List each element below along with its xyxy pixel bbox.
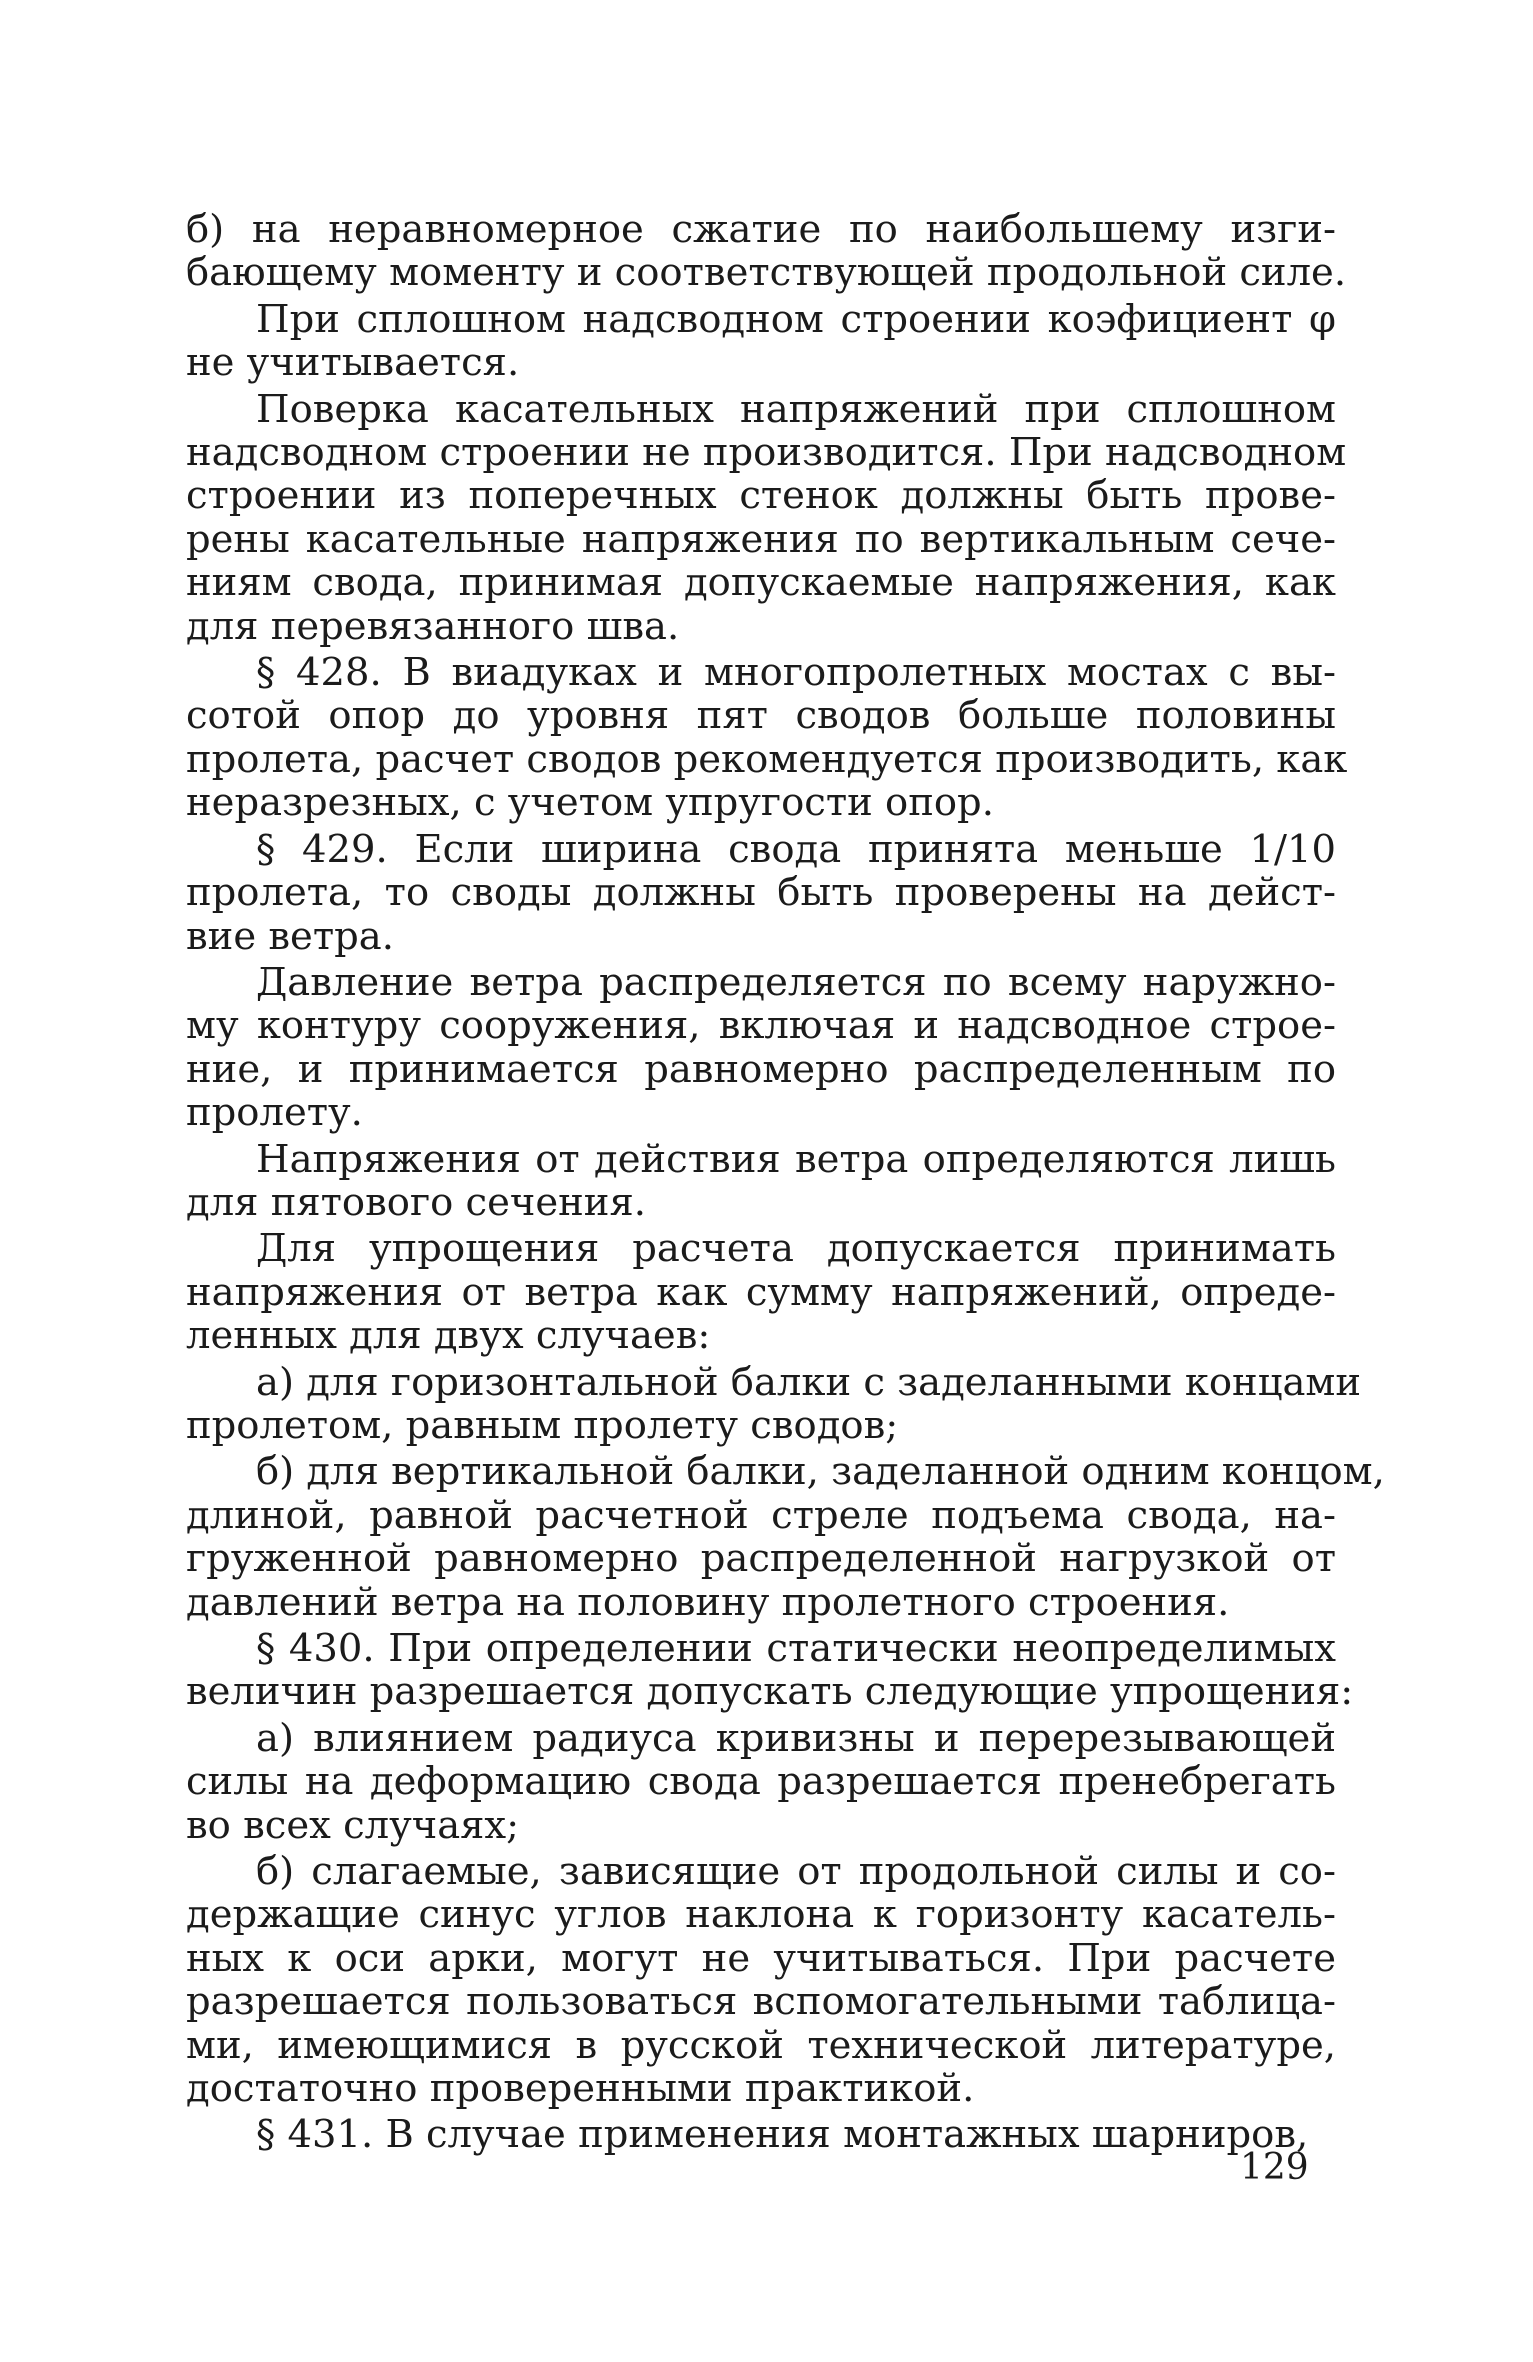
text-line: ных к оси арки, могут не учитываться. При расчете bbox=[186, 1935, 1336, 1981]
paragraph bbox=[186, 207, 1347, 296]
text-line: надсводном строении не производится. При надсводном bbox=[186, 430, 1347, 476]
paragraph bbox=[186, 1359, 1362, 1448]
text-line: сотой опор до уровня пят сводов больше половины bbox=[186, 693, 1336, 739]
text-line: достаточно проверенными практикой. bbox=[186, 2066, 975, 2112]
paragraph bbox=[186, 2113, 1336, 2156]
paragraph bbox=[186, 386, 1347, 649]
text-line: держащие синус углов наклона к горизонту касатель- bbox=[186, 1892, 1336, 1938]
paragraph bbox=[186, 1227, 1336, 1357]
text-line: вие ветра. bbox=[186, 913, 394, 959]
paragraph bbox=[186, 1449, 1385, 1625]
paragraph bbox=[186, 1138, 1336, 1225]
text-line: § 428. В виадуках и многопролетных мостах с вы- bbox=[256, 650, 1336, 696]
text-line: б) на неравномерное сжатие по наибольшему изги- bbox=[186, 207, 1336, 252]
paragraph bbox=[186, 1717, 1336, 1847]
text-line: груженной равномерно распределенной нагрузкой от bbox=[186, 1536, 1336, 1582]
paragraph bbox=[186, 1626, 1354, 1715]
page-body bbox=[186, 207, 1385, 2160]
text-line: неразрезных, с учетом упругости опор. bbox=[186, 780, 994, 826]
text-line: для перевязанного шва. bbox=[186, 603, 680, 649]
text-line: строении из поперечных стенок должны быть прове- bbox=[186, 473, 1336, 519]
text-line: бающему моменту и соответствующей продольной силе. bbox=[186, 250, 1347, 296]
text-line: а) влиянием радиуса кривизны и перерезывающей bbox=[256, 1715, 1336, 1761]
text-line: пролетом, равным пролету сводов; bbox=[186, 1402, 899, 1448]
paragraph bbox=[186, 650, 1348, 826]
text-line: § 431. В случае применения монтажных шарниров, bbox=[256, 2112, 1309, 2158]
text-line: разрешается пользоваться вспомогательными таблица- bbox=[186, 1979, 1336, 2025]
text-line: пролета, расчет сводов рекомендуется производить, как bbox=[186, 736, 1348, 782]
text-line: § 429. Если ширина свода принята меньше 1/10 bbox=[256, 826, 1336, 872]
text-line: ние, и принимается равномерно распределенным по bbox=[186, 1046, 1336, 1092]
text-line: величин разрешается допускать следующие упрощения: bbox=[186, 1669, 1354, 1715]
text-line: длиной, равной расчетной стреле подъема свода, на- bbox=[186, 1492, 1336, 1538]
text-line: б) слагаемые, зависящие от продольной силы и со- bbox=[256, 1849, 1336, 1895]
text-line: Напряжения от действия ветра определяются лишь bbox=[256, 1136, 1336, 1182]
paragraph bbox=[186, 298, 1336, 385]
text-line: пролету. bbox=[186, 1090, 363, 1136]
text-line: Для упрощения расчета допускается принимать bbox=[256, 1226, 1336, 1272]
text-line: му контуру сооружения, включая и надсводное строе- bbox=[186, 1003, 1336, 1049]
paragraph bbox=[186, 961, 1336, 1135]
text-line: давлений ветра на половину пролетного строения. bbox=[186, 1579, 1230, 1625]
text-line: для пятового сечения. bbox=[186, 1179, 646, 1225]
text-line: пролета, то своды должны быть проверены на дейст- bbox=[186, 870, 1336, 916]
text-line: При сплошном надсводном строении коэфициент φ bbox=[256, 296, 1336, 342]
text-line: Поверка касательных напряжений при сплошном bbox=[256, 386, 1336, 432]
text-line: ленных для двух случаев: bbox=[186, 1313, 711, 1359]
text-line: напряжения от ветра как сумму напряжений, опреде- bbox=[186, 1269, 1336, 1315]
paragraph bbox=[186, 1850, 1336, 2110]
text-line: Давление ветра распределяется по всему наружно- bbox=[256, 959, 1336, 1005]
text-line: б) для вертикальной балки, заделанной одним концом, bbox=[256, 1449, 1385, 1495]
paragraph bbox=[186, 828, 1336, 958]
text-line: а) для горизонтальной балки с заделанными концами bbox=[256, 1359, 1362, 1405]
text-line: ми, имеющимися в русской технической литературе, bbox=[186, 2022, 1336, 2068]
text-line: во всех случаях; bbox=[186, 1802, 520, 1848]
text-line: § 430. При определении статически неопределимых bbox=[256, 1626, 1336, 1671]
text-line: не учитывается. bbox=[186, 340, 520, 386]
text-line: силы на деформацию свода разрешается пренебрегать bbox=[186, 1759, 1336, 1805]
text-line: ниям свода, принимая допускаемые напряжения, как bbox=[186, 560, 1336, 606]
page-number: 129 bbox=[1240, 2147, 1309, 2188]
text-line: рены касательные напряжения по вертикальным сече- bbox=[186, 516, 1336, 562]
